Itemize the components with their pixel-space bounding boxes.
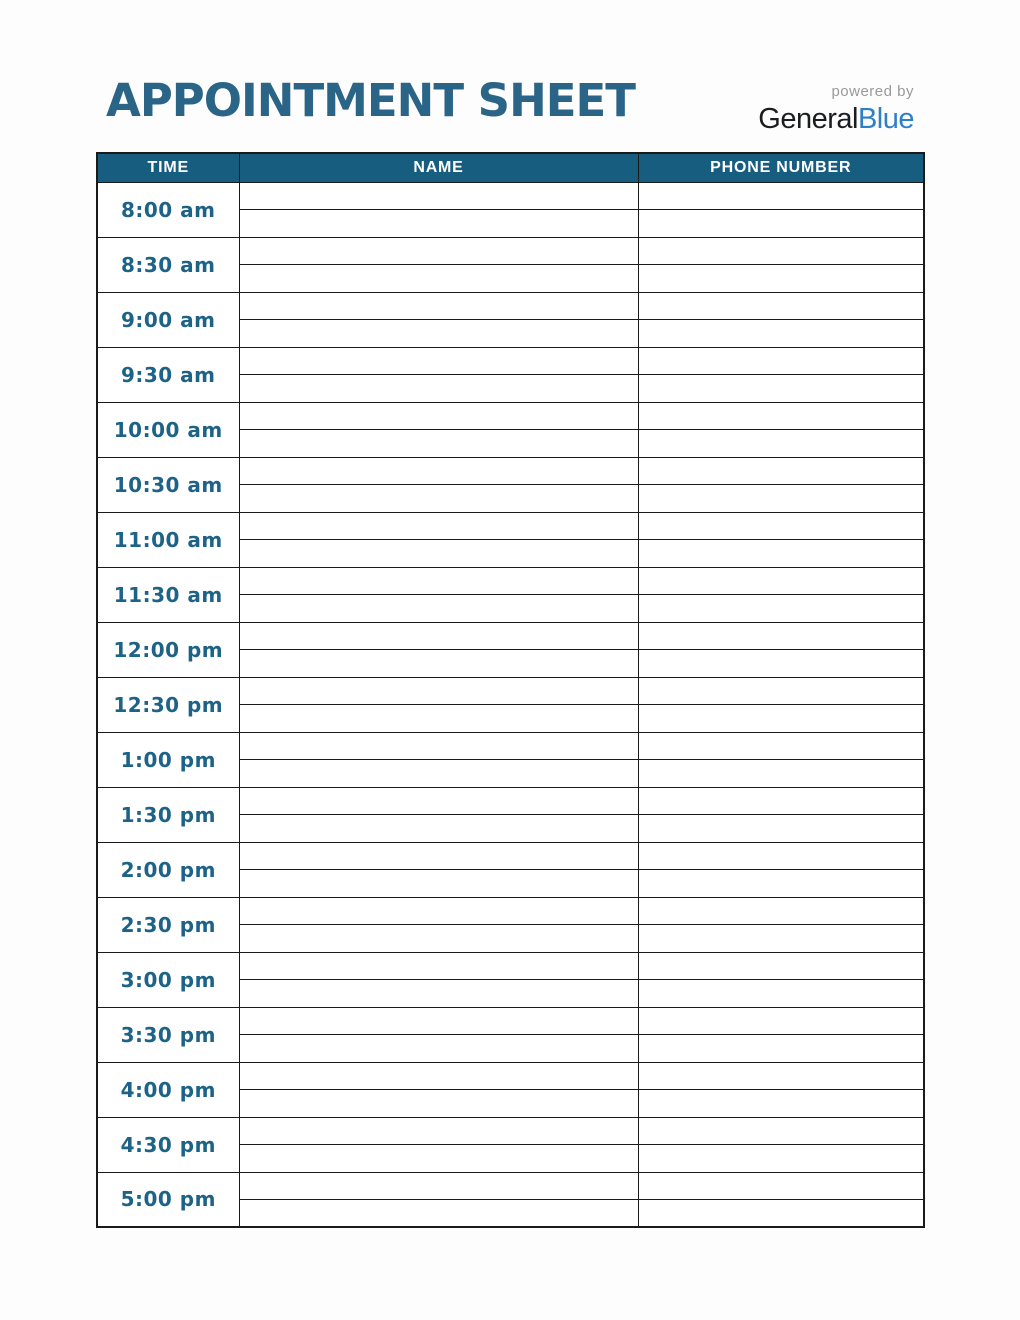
table-row — [97, 1117, 924, 1145]
name-entry-cell[interactable] — [239, 375, 638, 403]
phone-entry-cell[interactable] — [638, 1062, 924, 1090]
phone-entry-cell[interactable] — [638, 870, 924, 898]
table-row — [97, 952, 924, 980]
phone-entry-cell[interactable] — [638, 622, 924, 650]
time-slot-label: 3:30 pm — [97, 1007, 239, 1062]
name-entry-cell[interactable] — [239, 1062, 638, 1090]
name-entry-cell[interactable] — [239, 182, 638, 210]
time-slot-label: 4:00 pm — [97, 1062, 239, 1117]
name-entry-cell[interactable] — [239, 677, 638, 705]
name-entry-cell[interactable] — [239, 320, 638, 348]
name-entry-cell[interactable] — [239, 402, 638, 430]
phone-entry-cell[interactable] — [638, 677, 924, 705]
name-entry-cell[interactable] — [239, 347, 638, 375]
name-entry-cell[interactable] — [239, 485, 638, 513]
time-slot-label: 9:00 am — [97, 292, 239, 347]
table-row — [97, 842, 924, 870]
name-entry-cell[interactable] — [239, 512, 638, 540]
name-entry-cell[interactable] — [239, 952, 638, 980]
name-entry-cell[interactable] — [239, 292, 638, 320]
phone-entry-cell[interactable] — [638, 182, 924, 210]
table-row — [97, 182, 924, 210]
phone-entry-cell[interactable] — [638, 430, 924, 458]
phone-entry-cell[interactable] — [638, 347, 924, 375]
time-slot-label: 10:30 am — [97, 457, 239, 512]
name-entry-cell[interactable] — [239, 787, 638, 815]
table-row — [97, 402, 924, 430]
name-entry-cell[interactable] — [239, 1145, 638, 1173]
phone-entry-cell[interactable] — [638, 402, 924, 430]
table-row — [97, 897, 924, 925]
phone-entry-cell[interactable] — [638, 705, 924, 733]
phone-entry-cell[interactable] — [638, 1007, 924, 1035]
table-header-row — [97, 153, 924, 182]
phone-entry-cell[interactable] — [638, 595, 924, 623]
table-row — [97, 732, 924, 760]
time-slot-label: 12:30 pm — [97, 677, 239, 732]
phone-entry-cell[interactable] — [638, 787, 924, 815]
time-slot-label: 1:30 pm — [97, 787, 239, 842]
brand-blue-text: Blue — [857, 102, 914, 135]
phone-entry-cell[interactable] — [638, 237, 924, 265]
phone-entry-cell[interactable] — [638, 457, 924, 485]
name-entry-cell[interactable] — [239, 760, 638, 788]
phone-entry-cell[interactable] — [638, 1200, 924, 1228]
time-slot-label: 3:00 pm — [97, 952, 239, 1007]
time-slot-label: 8:00 am — [97, 182, 239, 237]
powered-by-text: powered by — [831, 83, 914, 100]
phone-entry-cell[interactable] — [638, 210, 924, 238]
name-entry-cell[interactable] — [239, 1007, 638, 1035]
appointment-table — [96, 152, 925, 1228]
phone-entry-cell[interactable] — [638, 842, 924, 870]
phone-entry-cell[interactable] — [638, 732, 924, 760]
name-entry-cell[interactable] — [239, 595, 638, 623]
page-title: APPOINTMENT SHEET — [106, 74, 635, 127]
phone-entry-cell[interactable] — [638, 540, 924, 568]
time-slot-label: 2:00 pm — [97, 842, 239, 897]
name-entry-cell[interactable] — [239, 1200, 638, 1228]
name-entry-cell[interactable] — [239, 622, 638, 650]
table-row — [97, 457, 924, 485]
phone-entry-cell[interactable] — [638, 567, 924, 595]
name-entry-cell[interactable] — [239, 650, 638, 678]
table-row — [97, 1172, 924, 1200]
name-entry-cell[interactable] — [239, 897, 638, 925]
brand-wordmark — [758, 104, 914, 136]
name-entry-cell[interactable] — [239, 1172, 638, 1200]
table-row — [97, 677, 924, 705]
table-row — [97, 1007, 924, 1035]
name-entry-cell[interactable] — [239, 457, 638, 485]
column-header-time: TIME — [97, 153, 239, 182]
phone-entry-cell[interactable] — [638, 925, 924, 953]
phone-entry-cell[interactable] — [638, 1117, 924, 1145]
phone-entry-cell[interactable] — [638, 485, 924, 513]
phone-entry-cell[interactable] — [638, 1090, 924, 1118]
name-entry-cell[interactable] — [239, 980, 638, 1008]
column-header-phone: PHONE NUMBER — [638, 153, 924, 182]
phone-entry-cell[interactable] — [638, 650, 924, 678]
phone-entry-cell[interactable] — [638, 292, 924, 320]
time-slot-label: 11:30 am — [97, 567, 239, 622]
table-row — [97, 347, 924, 375]
brand-general-text: General — [758, 102, 858, 135]
table-row — [97, 622, 924, 650]
phone-entry-cell[interactable] — [638, 512, 924, 540]
name-entry-cell[interactable] — [239, 1090, 638, 1118]
table-row — [97, 787, 924, 815]
name-entry-cell[interactable] — [239, 1117, 638, 1145]
name-entry-cell[interactable] — [239, 265, 638, 293]
name-entry-cell[interactable] — [239, 705, 638, 733]
name-entry-cell[interactable] — [239, 732, 638, 760]
time-slot-label: 11:00 am — [97, 512, 239, 567]
phone-entry-cell[interactable] — [638, 897, 924, 925]
time-slot-label: 2:30 pm — [97, 897, 239, 952]
name-entry-cell[interactable] — [239, 210, 638, 238]
time-slot-label: 10:00 am — [97, 402, 239, 457]
time-slot-label: 12:00 pm — [97, 622, 239, 677]
phone-entry-cell[interactable] — [638, 375, 924, 403]
table-row — [97, 292, 924, 320]
name-entry-cell[interactable] — [239, 870, 638, 898]
name-entry-cell[interactable] — [239, 815, 638, 843]
time-slot-label: 1:00 pm — [97, 732, 239, 787]
phone-entry-cell[interactable] — [638, 265, 924, 293]
table-row — [97, 1062, 924, 1090]
name-entry-cell[interactable] — [239, 540, 638, 568]
column-header-name: NAME — [239, 153, 638, 182]
phone-entry-cell[interactable] — [638, 1035, 924, 1063]
name-entry-cell[interactable] — [239, 237, 638, 265]
name-entry-cell[interactable] — [239, 1035, 638, 1063]
name-entry-cell[interactable] — [239, 842, 638, 870]
time-slot-label: 5:00 pm — [97, 1172, 239, 1227]
table-row — [97, 567, 924, 595]
time-slot-label: 9:30 am — [97, 347, 239, 402]
phone-entry-cell[interactable] — [638, 760, 924, 788]
table-row — [97, 512, 924, 540]
phone-entry-cell[interactable] — [638, 1145, 924, 1173]
name-entry-cell[interactable] — [239, 925, 638, 953]
name-entry-cell[interactable] — [239, 430, 638, 458]
phone-entry-cell[interactable] — [638, 815, 924, 843]
generalblue-logo — [758, 84, 914, 135]
phone-entry-cell[interactable] — [638, 952, 924, 980]
name-entry-cell[interactable] — [239, 567, 638, 595]
phone-entry-cell[interactable] — [638, 1172, 924, 1200]
phone-entry-cell[interactable] — [638, 980, 924, 1008]
table-row — [97, 237, 924, 265]
phone-entry-cell[interactable] — [638, 320, 924, 348]
time-slot-label: 4:30 pm — [97, 1117, 239, 1172]
time-slot-label: 8:30 am — [97, 237, 239, 292]
